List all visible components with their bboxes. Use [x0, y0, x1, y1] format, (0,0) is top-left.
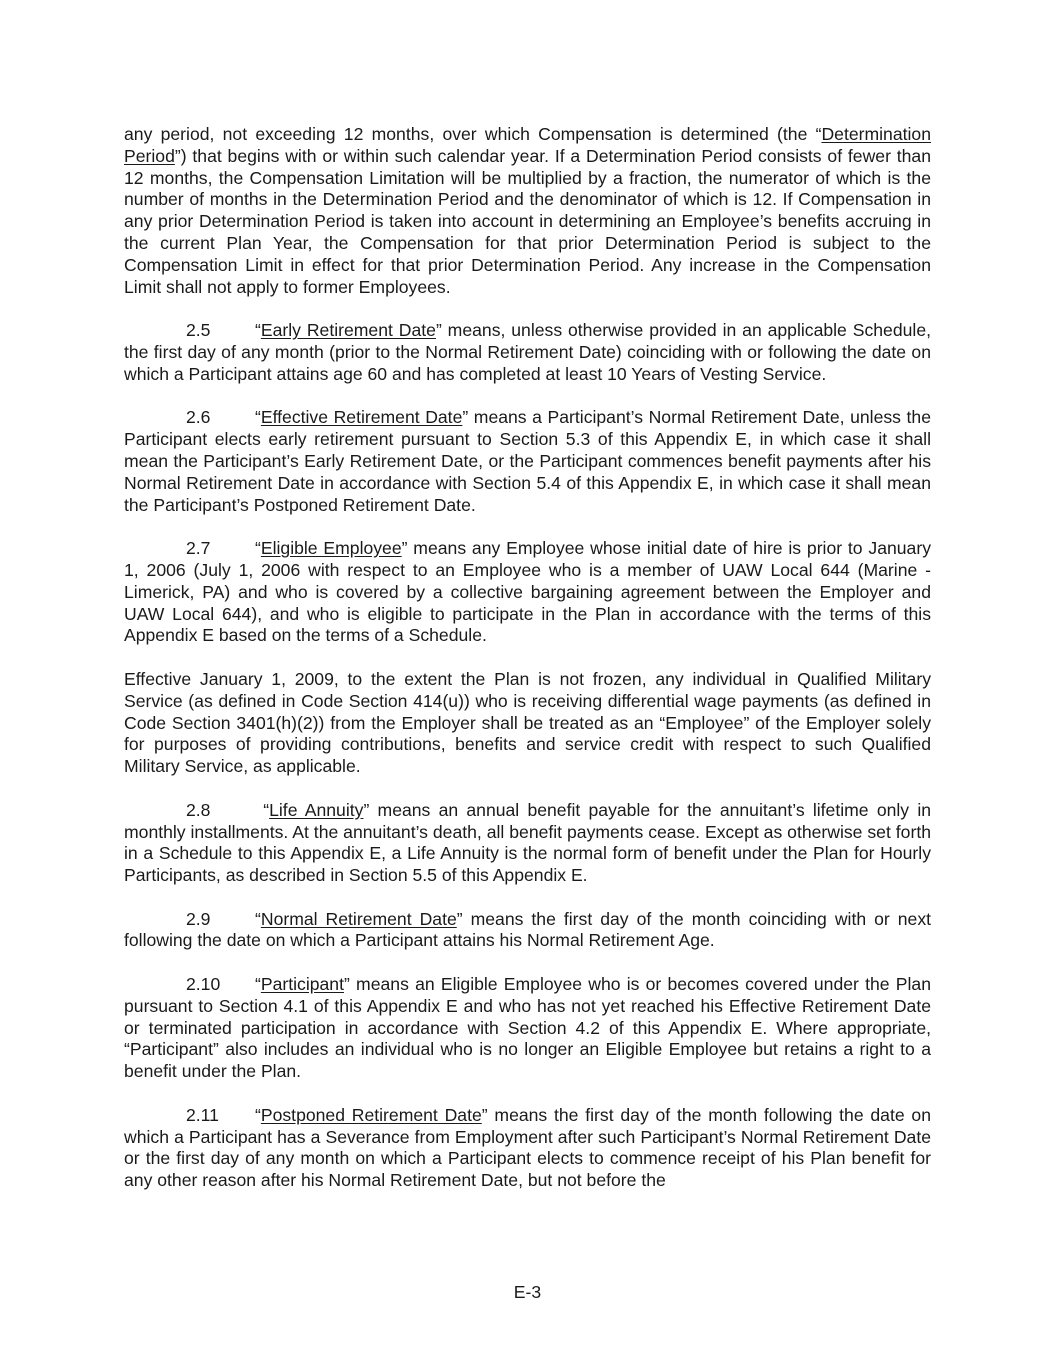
term-determination-period: Determination Period: [124, 124, 931, 166]
intro-text-b: ”) that begins with or within such calendar year. If a Determination Period consists of fewer than 12 months, the Compensation Limitation will be multiplied by a fraction, the numerator of which is the number of months in the Determination Period and the denominator of which is 12. If Compensation in any prior Determination Period is taken into account in determining an Employee’s benefits accruing in the current Plan Year, the Compensation for that prior Determination Period is subject to the Compensation Limit in effect for that prior Determination Period. Any increase in the Compensation Limit shall not apply to former Employees.: [124, 145, 931, 297]
section-2-5: [124, 320, 931, 385]
defined-term: Eligible Employee: [260, 538, 402, 559]
definition-text: ” means the first day of the month following the date on which a Participant has a Severance from Employment after such Participant’s Normal Retirement Date or the first day of any month on which a Participant elects to commence receipt of his Plan benefit for any other reason after his Normal Retirement Date, but not before the: [124, 1104, 931, 1191]
section-2-8: [124, 800, 931, 887]
open-quote: “: [255, 1104, 261, 1125]
page-number: E-3: [513, 1282, 542, 1302]
section-number: 2.5: [186, 320, 211, 341]
definition-text: ” means the first day of the month coinciding with or next following the date on which a Participant attains his Normal Retirement Age.: [124, 908, 932, 951]
open-quote: “: [255, 799, 270, 820]
section-2-7: [124, 538, 931, 647]
open-quote: “: [255, 320, 261, 341]
defined-term: Normal Retirement Date: [260, 908, 457, 929]
section-2-6: [124, 407, 931, 516]
open-quote: “: [255, 974, 261, 995]
definition-text: ” means an Eligible Employee who is or becomes covered under the Plan pursuant to Section 4.1 of this Appendix E and who has not yet reached his Effective Retirement Date or terminated participation in accordance with Section 4.2 of this Appendix E. Where appropriate, “Participant” also includes an individual who is no longer an Eligible Employee but retains a right to a benefit under the Plan.: [124, 974, 931, 1082]
section-number: 2.6: [186, 407, 211, 428]
intro-paragraph: [124, 124, 931, 298]
defined-term: Life Annuity: [269, 799, 364, 820]
section-number: 2.7: [186, 538, 211, 559]
section-2-10: [124, 974, 931, 1083]
section-number: 2.11: [186, 1104, 219, 1125]
definition-text: ” means, unless otherwise provided in an applicable Schedule, the first day of any month (prior to the Normal Retirement Date) coinciding with or following the date on which a Participant attains age 60 and has completed at least 10 Years of Vesting Service.: [124, 320, 931, 384]
section-2-9: [124, 909, 931, 953]
section-number: 2.8: [186, 799, 211, 820]
section-number: 2.10: [186, 974, 221, 995]
open-quote: “: [255, 407, 261, 428]
open-quote: “: [255, 908, 261, 929]
section-number: 2.9: [186, 908, 211, 929]
defined-term: Early Retirement Date: [260, 320, 436, 341]
definition-text: ” means a Participant’s Normal Retirement Date, unless the Participant elects early retirement pursuant to Section 5.3 of this Appendix E, in which case it shall mean the Participant’s Early Retirement Date, or the Participant commences benefit payments after his Normal Retirement Date in accordance with Section 5.4 of this Appendix E, in which case it shall mean the Participant’s Postponed Retirement Date.: [124, 407, 931, 515]
defined-term: Participant: [260, 974, 344, 995]
definition-text: ” means an annual benefit payable for the annuitant’s lifetime only in monthly installments. At the annuitant’s death, all benefit payments cease. Except as otherwise set forth in a Schedule to this Appendix E, a Life Annuity is the normal form of benefit under the Plan for Hourly Participants, as described in Section 5.5 of this Appendix E.: [124, 799, 932, 886]
defined-term: Effective Retirement Date: [260, 407, 463, 428]
open-quote: “: [255, 538, 261, 559]
document-page: [124, 124, 931, 1214]
intro-text-a: any period, not exceeding 12 months, over which Compensation is determined (the “: [124, 124, 822, 144]
military-service-paragraph: Effective January 1, 2009, to the extent the Plan is not frozen, any individual in Qualified Military Service (as defined in Code Section 414(u)) who is receiving differential wage payments (as defined in Code Section 3401(h)(2)) from the Employer shall be treated as an “Employee” of the Employer solely for purposes of providing contributions, benefits and service credit with respect to such Qualified Military Service, as applicable.: [124, 668, 931, 777]
definition-text: ” means any Employee whose initial date of hire is prior to January 1, 2006 (July 1, 2006 with respect to an Employee who is a member of UAW Local 644 (Marine - Limerick, PA) and who is covered by a collective bargaining agreement between the Employer and UAW Local 644), and who is eligible to participate in the Plan in accordance with the terms of this Appendix E based on the terms of a Schedule.: [124, 538, 931, 646]
defined-term: Postponed Retirement Date: [260, 1104, 482, 1125]
section-2-11: [124, 1105, 931, 1192]
